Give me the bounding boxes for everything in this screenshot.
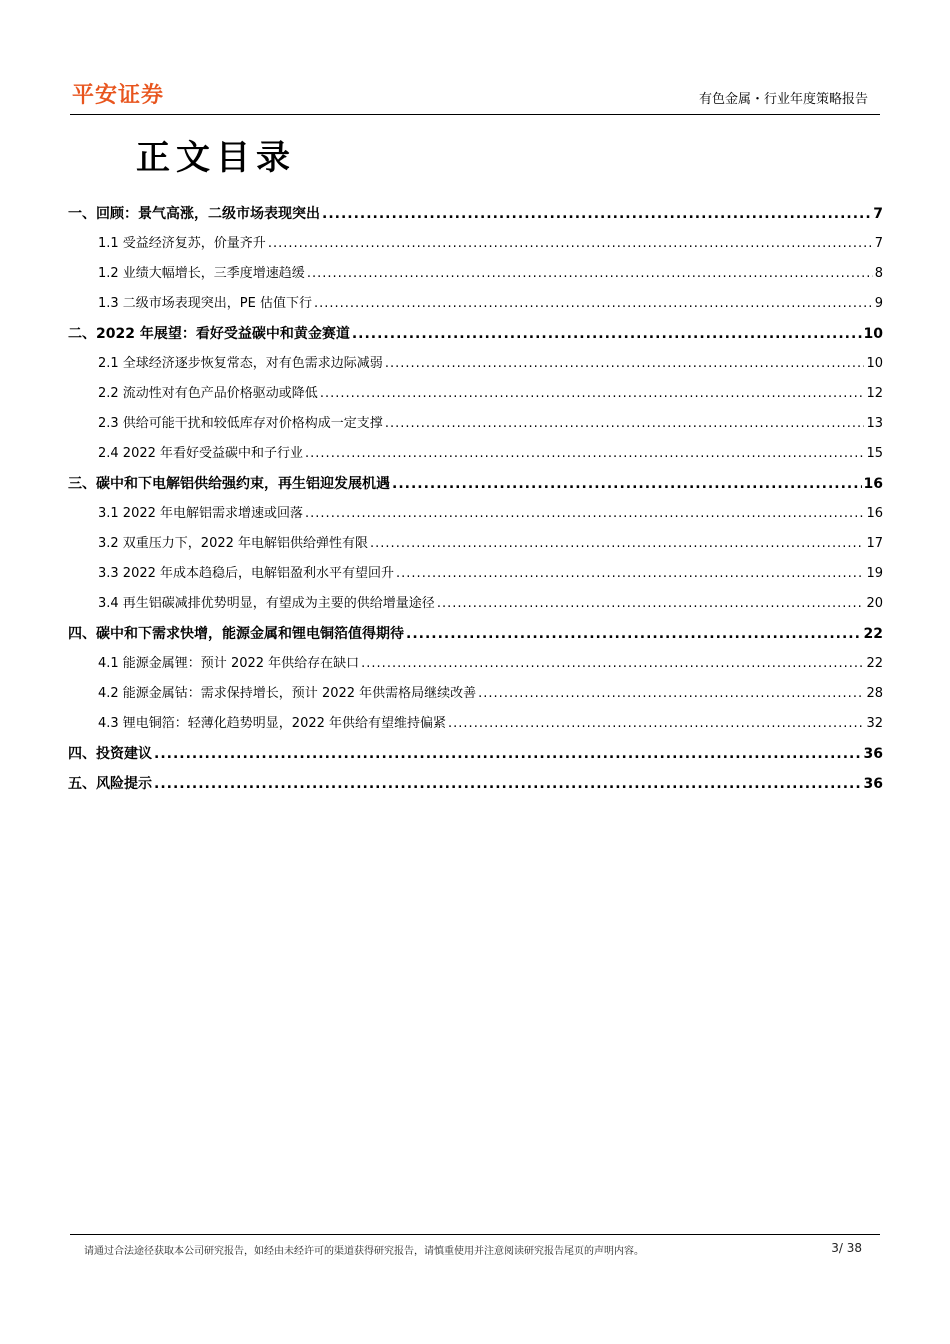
toc-entry-label: 四、碳中和下需求快增，能源金属和锂电铜箔值得期待 bbox=[68, 626, 404, 642]
toc-section-entry[interactable] bbox=[68, 559, 883, 589]
toc-entry-page: 9 bbox=[874, 296, 883, 311]
table-of-contents bbox=[68, 199, 883, 799]
toc-section-entry[interactable] bbox=[68, 439, 883, 469]
toc-dot-leader bbox=[268, 229, 873, 259]
toc-entry-label: 三、碳中和下电解铝供给强约束，再生铝迎发展机遇 bbox=[68, 476, 390, 492]
toc-entry-label: 3.2 双重压力下，2022 年电解铝供给弹性有限 bbox=[98, 536, 369, 551]
toc-dot-leader bbox=[305, 439, 864, 469]
toc-dot-leader bbox=[154, 739, 862, 769]
toc-entry-page: 7 bbox=[873, 206, 883, 222]
toc-chapter-entry[interactable] bbox=[68, 469, 883, 499]
toc-dot-leader bbox=[396, 559, 864, 589]
toc-section-entry[interactable] bbox=[68, 709, 883, 739]
toc-dot-leader bbox=[352, 319, 862, 349]
toc-entry-page: 15 bbox=[866, 446, 883, 461]
toc-section-entry[interactable] bbox=[68, 379, 883, 409]
report-category-title: 有色金属・行业年度策略报告 bbox=[698, 92, 868, 107]
toc-dot-leader bbox=[385, 409, 865, 439]
toc-section-entry[interactable] bbox=[68, 409, 883, 439]
toc-dot-leader bbox=[307, 259, 873, 289]
toc-entry-label: 4.3 锂电铜箔：轻薄化趋势明显，2022 年供给有望维持偏紧 bbox=[98, 716, 447, 731]
toc-section-entry[interactable] bbox=[68, 499, 883, 529]
toc-entry-page: 8 bbox=[874, 266, 883, 281]
toc-dot-leader bbox=[305, 499, 864, 529]
toc-dot-leader bbox=[361, 649, 864, 679]
toc-dot-leader bbox=[406, 619, 862, 649]
toc-entry-page: 36 bbox=[863, 746, 883, 762]
toc-entry-page: 36 bbox=[863, 776, 883, 792]
toc-section-entry[interactable] bbox=[68, 349, 883, 379]
toc-entry-label: 二、2022 年展望：看好受益碳中和黄金赛道 bbox=[68, 326, 350, 342]
toc-entry-label: 五、风险提示 bbox=[68, 776, 152, 792]
toc-entry-label: 4.1 能源金属锂：预计 2022 年供给存在缺口 bbox=[98, 656, 360, 671]
brand-logo: 平安证券 bbox=[72, 83, 165, 108]
toc-entry-label: 2.4 2022 年看好受益碳中和子行业 bbox=[98, 446, 304, 461]
toc-entry-label: 4.2 能源金属钴：需求保持增长，预计 2022 年供需格局继续改善 bbox=[98, 686, 477, 701]
toc-dot-leader bbox=[478, 679, 864, 709]
toc-entry-page: 7 bbox=[874, 236, 883, 251]
toc-section-entry[interactable] bbox=[68, 229, 883, 259]
toc-entry-page: 19 bbox=[866, 566, 883, 581]
toc-section-entry[interactable] bbox=[68, 259, 883, 289]
toc-dot-leader bbox=[392, 469, 862, 499]
toc-entry-label: 3.3 2022 年成本趋稳后，电解铝盈利水平有望回升 bbox=[98, 566, 395, 581]
toc-entry-label: 2.3 供给可能干扰和较低库存对价格构成一定支撑 bbox=[98, 416, 383, 431]
footer-divider bbox=[70, 1234, 880, 1235]
toc-entry-label: 1.3 二级市场表现突出，PE 估值下行 bbox=[98, 296, 312, 311]
toc-entry-page: 13 bbox=[866, 416, 883, 431]
toc-entry-label: 3.4 再生铝碳减排优势明显，有望成为主要的供给增量途径 bbox=[98, 596, 435, 611]
toc-entry-page: 12 bbox=[866, 386, 883, 401]
toc-entry-label: 1.2 业绩大幅增长，三季度增速趋缓 bbox=[98, 266, 305, 281]
toc-entry-page: 17 bbox=[866, 536, 883, 551]
toc-dot-leader bbox=[437, 589, 865, 619]
toc-entry-page: 32 bbox=[866, 716, 883, 731]
toc-entry-page: 10 bbox=[863, 326, 883, 342]
toc-entry-label: 3.1 2022 年电解铝需求增速或回落 bbox=[98, 506, 304, 521]
toc-entry-page: 20 bbox=[866, 596, 883, 611]
toc-entry-page: 10 bbox=[866, 356, 883, 371]
toc-dot-leader bbox=[154, 769, 862, 799]
toc-section-entry[interactable] bbox=[68, 529, 883, 559]
toc-entry-label: 1.1 受益经济复苏，价量齐升 bbox=[98, 236, 266, 251]
toc-dot-leader bbox=[370, 529, 864, 559]
toc-chapter-entry[interactable] bbox=[68, 319, 883, 349]
toc-entry-page: 16 bbox=[863, 476, 883, 492]
toc-entry-label: 2.1 全球经济逐步恢复常态，对有色需求边际减弱 bbox=[98, 356, 383, 371]
toc-dot-leader bbox=[322, 199, 871, 229]
page-title: 正文目录 bbox=[136, 138, 296, 178]
toc-dot-leader bbox=[385, 349, 865, 379]
toc-chapter-entry[interactable] bbox=[68, 739, 883, 769]
toc-dot-leader bbox=[448, 709, 864, 739]
toc-section-entry[interactable] bbox=[68, 589, 883, 619]
toc-chapter-entry[interactable] bbox=[68, 619, 883, 649]
toc-entry-page: 22 bbox=[866, 656, 883, 671]
toc-chapter-entry[interactable] bbox=[68, 769, 883, 799]
toc-entry-page: 28 bbox=[866, 686, 883, 701]
toc-section-entry[interactable] bbox=[68, 289, 883, 319]
toc-entry-label: 四、投资建议 bbox=[68, 746, 152, 762]
page-number: 3/ 38 bbox=[831, 1241, 862, 1255]
toc-entry-page: 16 bbox=[866, 506, 883, 521]
toc-section-entry[interactable] bbox=[68, 649, 883, 679]
footer-disclaimer: 请通过合法途径获取本公司研究报告，如经由未经许可的渠道获得研究报告，请慎重使用并注意阅读研究报告尾页的声明内容。 bbox=[84, 1246, 644, 1257]
toc-entry-label: 一、回顾：景气高涨，二级市场表现突出 bbox=[68, 206, 320, 222]
toc-section-entry[interactable] bbox=[68, 679, 883, 709]
toc-entry-page: 22 bbox=[863, 626, 883, 642]
header-divider bbox=[70, 114, 880, 115]
toc-dot-leader bbox=[314, 289, 873, 319]
toc-dot-leader bbox=[320, 379, 865, 409]
toc-chapter-entry[interactable] bbox=[68, 199, 883, 229]
toc-entry-label: 2.2 流动性对有色产品价格驱动或降低 bbox=[98, 386, 318, 401]
